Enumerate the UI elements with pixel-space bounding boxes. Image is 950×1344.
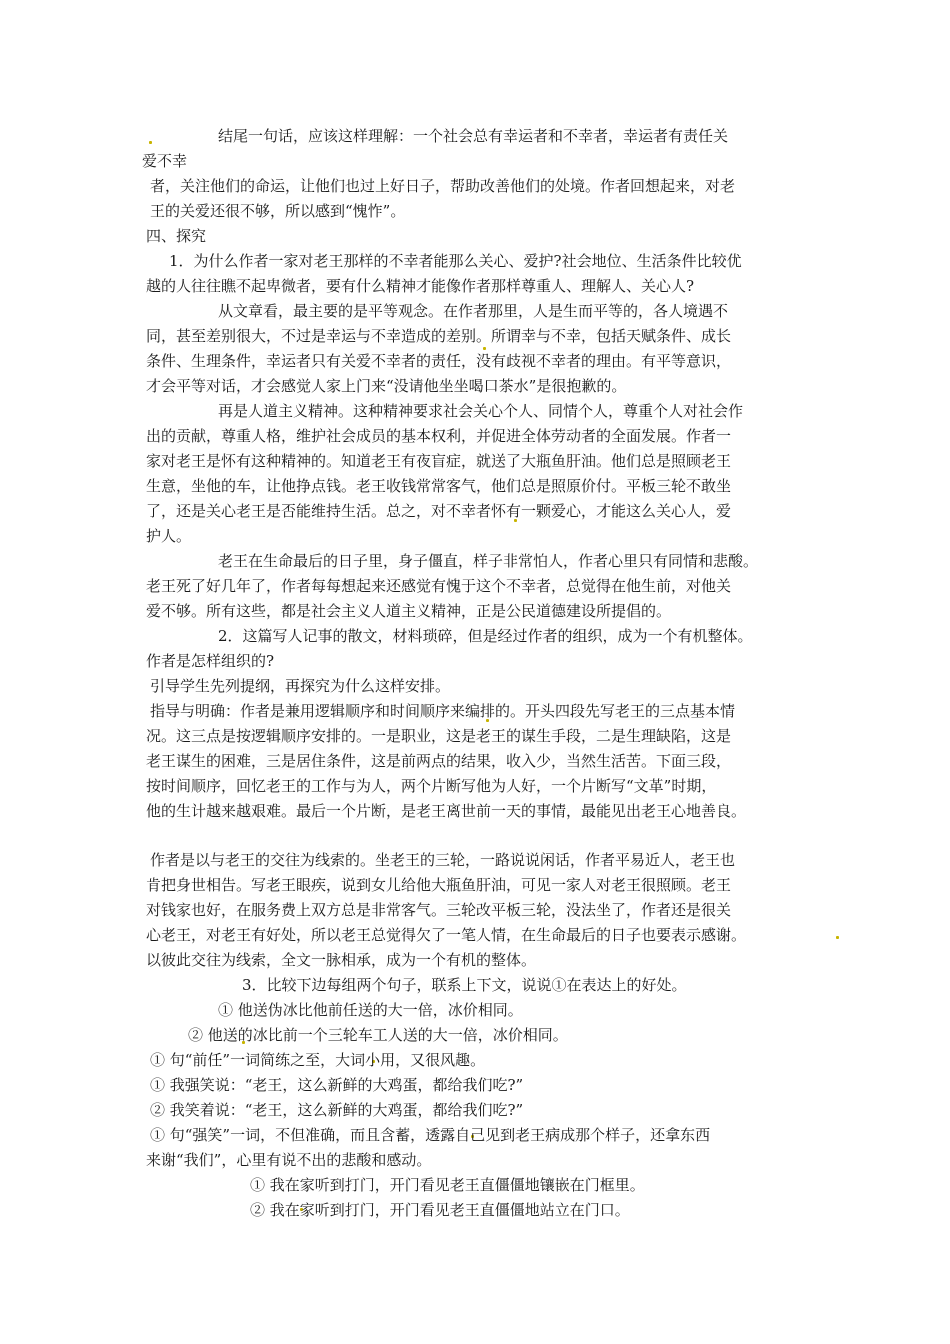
paragraph-line: 条件、生理条件，幸运者只有关爱不幸者的责任，没有歧视不幸者的理由。有平等意识， [146,352,732,370]
paragraph-line: 老王谋生的困难，三是居住条件，这是前两点的结果，收入少，当然生活苦。下面三段， [146,752,732,770]
question-line: 3．比较下边每组两个句子，联系上下文，说说①在表达上的好处。 [242,976,687,994]
paragraph-line: 他的生计越来越艰难。最后一个片断，是老王离世前一天的事情，最能见出老王心地善良。 [146,802,747,820]
example-sentence: ① 他送伪冰比他前任送的大一倍，冰价相同。 [218,1001,523,1019]
highlight-mark [149,141,152,144]
paragraph-line: 肯把身世相告。写老王眼疾，说到女儿给他大瓶鱼肝油，可见一家人对老王很照顾。老王 [146,876,732,894]
example-sentence: ② 他送的冰比前一个三轮车工人送的大一倍，冰价相同。 [188,1026,568,1044]
paragraph-line: 心老王，对老王有好处，所以老王总觉得欠了一笔人情，在生命最后的日子也要表示感谢。 [146,926,747,944]
answer-line: 来谢“我们”，心里有说不出的悲酸和感动。 [146,1151,432,1169]
section-heading: 四、探究 [146,227,207,245]
paragraph-line: 生意，坐他的车，让他挣点钱。老王收钱常常客气，他们总是照原价付。平板三轮不敢坐 [146,477,732,495]
paragraph-line: 王的关爱还很不够，所以感到“愧怍”。 [150,202,406,220]
example-sentence: ① 我强笑说：“老王，这么新鲜的大鸡蛋，都给我们吃?” [150,1076,524,1094]
paragraph-line: 家对老王是怀有这种精神的。知道老王有夜盲症，就送了大瓶鱼肝油。他们总是照顾老王 [146,452,732,470]
answer-line: ① 句“前任”一词简练之至，大词小用，又很风趣。 [150,1051,486,1069]
paragraph-line: 结尾一句话，应该这样理解：一个社会总有幸运者和不幸者，幸运者有责任关 [218,127,729,145]
question-line: 作者是怎样组织的? [146,652,275,670]
paragraph-line: 对钱家也好，在服务费上双方总是非常客气。三轮改平板三轮，没法坐了，作者还是很关 [146,901,732,919]
paragraph-line: 老王死了好几年了，作者每每想起来还感觉有愧于这个不幸者，总觉得在他生前，对他关 [146,577,732,595]
paragraph-line: 再是人道主义精神。这种精神要求社会关心个人、同情个人，尊重个人对社会作 [218,402,744,420]
paragraph-line: 作者是以与老王的交往为线索的。坐老王的三轮，一路说说闲话，作者平易近人，老王也 [150,851,736,869]
paragraph-line: 者，关注他们的命运，让他们也过上好日子，帮助改善他们的处境。作者回想起来，对老 [150,177,736,195]
paragraph-line: 爱不幸 [142,152,188,170]
paragraph-line: 从文章看，最主要的是平等观念。在作者那里，人是生而平等的，各人境遇不 [218,302,729,320]
question-line: 越的人往往瞧不起卑微者，要有什么精神才能像作者那样尊重人、理解人、关心人? [146,277,695,295]
paragraph-line: 况。这三点是按逻辑顺序安排的。一是职业，这是老王的谋生手段，二是生理缺陷，这是 [146,727,732,745]
paragraph-line: 了，还是关心老王是否能维持生活。总之，对不幸者怀有一颗爱心，才能这么关心人，爱 [146,502,732,520]
question-line: 2．这篇写人记事的散文，材料琐碎，但是经过作者的组织，成为一个有机整体。 [218,627,753,645]
paragraph-line: 爱不够。所有这些，都是社会主义人道主义精神，正是公民道德建设所提倡的。 [146,602,672,620]
paragraph-line: 老王在生命最后的日子里，身子僵直，样子非常怕人，作者心里只有同情和悲酸。 [218,552,759,570]
paragraph-line: 才会平等对话，才会感觉人家上门来“没请他坐坐喝口茶水”是很抱歉的。 [146,377,627,395]
example-sentence: ② 我笑着说：“老王，这么新鲜的大鸡蛋，都给我们吃?” [150,1101,524,1119]
question-line: 1．为什么作者一家对老王那样的不幸者能那么关心、爱护?社会地位、生活条件比较优 [169,252,742,270]
answer-line: ① 句“强笑”一词，不但准确，而且含蓄，透露自己见到老王病成那个样子，还拿东西 [150,1126,711,1144]
highlight-mark [836,936,839,939]
example-sentence: ② 我在家听到打门，开门看见老王直僵僵地站立在门口。 [250,1201,630,1219]
paragraph-line: 出的贡献，尊重人格，维护社会成员的基本权利，并促进全体劳动者的全面发展。作者一 [146,427,732,445]
paragraph-line: 护人。 [146,527,192,545]
paragraph-line: 以彼此交往为线索，全文一脉相承，成为一个有机的整体。 [146,951,537,969]
paragraph-line: 按时间顺序，回忆老王的工作与为人，两个片断写他为人好，一个片断写“文革”时期， [146,777,717,795]
paragraph-line: 引导学生先列提纲，再探究为什么这样安排。 [150,677,451,695]
paragraph-line: 指导与明确：作者是兼用逻辑顺序和时间顺序来编排的。开头四段先写老王的三点基本情 [150,702,736,720]
paragraph-line: 同，甚至差别很大，不过是幸运与不幸造成的差别。所谓幸与不幸，包括天赋条件、成长 [146,327,732,345]
example-sentence: ① 我在家听到打门，开门看见老王直僵僵地镶嵌在门框里。 [250,1176,645,1194]
